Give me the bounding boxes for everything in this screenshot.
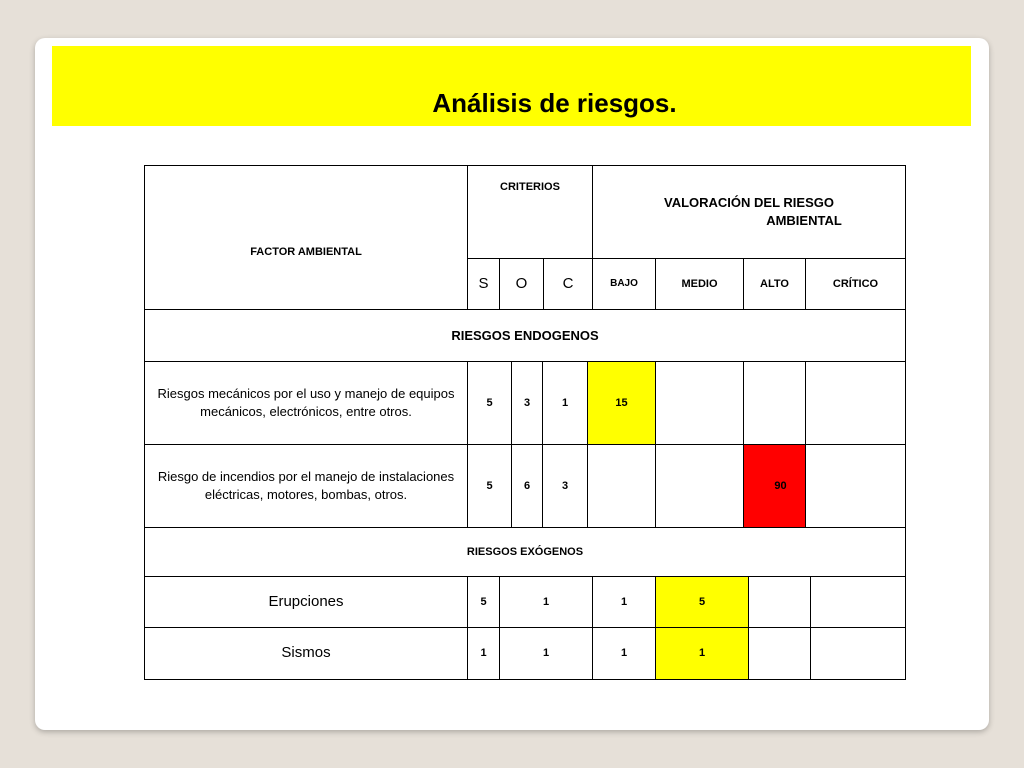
row-2-bajo (587, 444, 656, 528)
row-3-alto (810, 576, 906, 628)
row-1-o: 3 (511, 361, 543, 445)
row-4-medio (748, 627, 811, 680)
header-o: O (499, 258, 544, 310)
row-1-c: 1 (542, 361, 588, 445)
slide-title: Análisis de riesgos. (432, 88, 677, 118)
row-4-c: 1 (592, 627, 656, 680)
header-criterios: CRITERIOS (467, 165, 593, 259)
row-2-c: 3 (542, 444, 588, 528)
row-1-bajo: 15 (587, 361, 656, 445)
row-4-factor: Sismos (144, 627, 468, 680)
header-valoracion-line2: AMBIENTAL (766, 213, 842, 228)
row-2-medio (655, 444, 744, 528)
section-endogenos: RIESGOS ENDOGENOS (144, 309, 906, 362)
row-2-o: 6 (511, 444, 543, 528)
row-1-medio (655, 361, 744, 445)
header-critico: CRÍTICO (805, 258, 906, 310)
row-1-alto (743, 361, 806, 445)
row-3-bajo: 5 (655, 576, 749, 628)
header-s: S (467, 258, 500, 310)
header-factor (144, 165, 468, 310)
row-2-alto: 90 (743, 444, 806, 528)
row-3-medio (748, 576, 811, 628)
row-2-s: 5 (467, 444, 512, 528)
row-4-alto (810, 627, 906, 680)
row-3-c: 1 (592, 576, 656, 628)
risk-table (144, 165, 906, 680)
row-2-critico (805, 444, 906, 528)
section-exogenos: RIESGOS EXÓGENOS (144, 527, 906, 577)
header-alto: ALTO (743, 258, 806, 310)
row-4-s: 1 (467, 627, 500, 680)
header-valoracion-line1: VALORACIÓN DEL RIESGO (664, 195, 834, 211)
row-3-s: 5 (467, 576, 500, 628)
header-valoracion (592, 165, 906, 259)
header-bajo: BAJO (592, 258, 656, 310)
row-3-factor: Erupciones (144, 576, 468, 628)
header-c: C (543, 258, 593, 310)
row-1-critico (805, 361, 906, 445)
header-medio: MEDIO (655, 258, 744, 310)
header-factor-label: FACTOR AMBIENTAL (250, 246, 362, 259)
row-1-s: 5 (467, 361, 512, 445)
row-3-o: 1 (499, 576, 593, 628)
row-4-o: 1 (499, 627, 593, 680)
row-2-factor: Riesgo de incendios por el manejo de instalaciones eléctricas, motores, bombas, otros. (144, 444, 468, 528)
row-4-bajo: 1 (655, 627, 749, 680)
row-1-factor: Riesgos mecánicos por el uso y manejo de equipos mecánicos, electrónicos, entre otros. (144, 361, 468, 445)
